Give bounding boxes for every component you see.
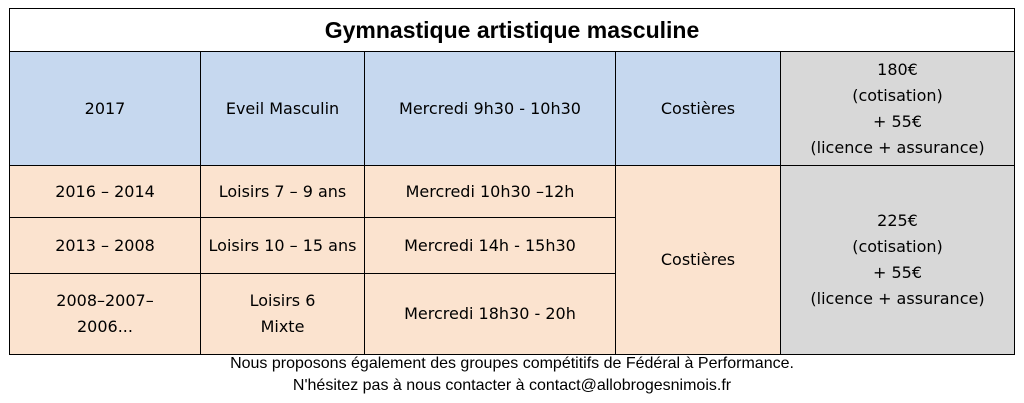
- group-line: Mixte: [260, 317, 305, 336]
- loisirs-year-cell: [10, 274, 201, 355]
- loisirs-schedule-cell: Mercredi 14h - 15h30: [365, 218, 616, 274]
- loisirs-year-cell: 2013 – 2008: [10, 218, 201, 274]
- eveil-schedule-cell: Mercredi 9h30 - 10h30: [365, 52, 616, 166]
- price-amount: 180€: [877, 59, 918, 79]
- loisirs-price-cell: [781, 166, 1015, 355]
- loisirs-group-cell: [201, 274, 365, 355]
- price-label: (cotisation): [852, 85, 943, 105]
- footer-note: Nous proposons également des groupes compétitifs de Fédéral à Performance.: [230, 355, 794, 372]
- eveil-location-cell: Costières: [616, 52, 781, 166]
- eveil-price-cell: [781, 52, 1015, 166]
- price-extra-label: (licence + assurance): [810, 137, 985, 157]
- schedule-table: [9, 8, 1015, 355]
- price-label: (cotisation): [852, 237, 943, 256]
- group-line: Loisirs 6: [249, 291, 316, 310]
- price-extra-label: (licence + assurance): [810, 289, 985, 308]
- loisirs-schedule-cell: Mercredi 18h30 - 20h: [365, 274, 616, 355]
- year-line: 2006...: [77, 317, 133, 336]
- footer-contact: N'hésitez pas à nous contacter à contact@allobrogesnimois.fr: [292, 377, 732, 394]
- loisirs-year-cell: 2016 – 2014: [10, 166, 201, 218]
- eveil-year-cell: 2017: [10, 52, 201, 166]
- price-extra: + 55€: [872, 263, 923, 282]
- eveil-group-cell: Eveil Masculin: [201, 52, 365, 166]
- loisirs-schedule-cell: Mercredi 10h30 –12h: [365, 166, 616, 218]
- loisirs-group-cell: Loisirs 7 – 9 ans: [201, 166, 365, 218]
- table-title: Gymnastique artistique masculine: [10, 9, 1015, 52]
- year-line: 2008–2007–: [56, 291, 154, 310]
- price-amount: 225€: [877, 211, 918, 230]
- loisirs-location-cell: Costières: [616, 166, 781, 355]
- price-extra: + 55€: [872, 111, 923, 131]
- loisirs-group-cell: Loisirs 10 – 15 ans: [201, 218, 365, 274]
